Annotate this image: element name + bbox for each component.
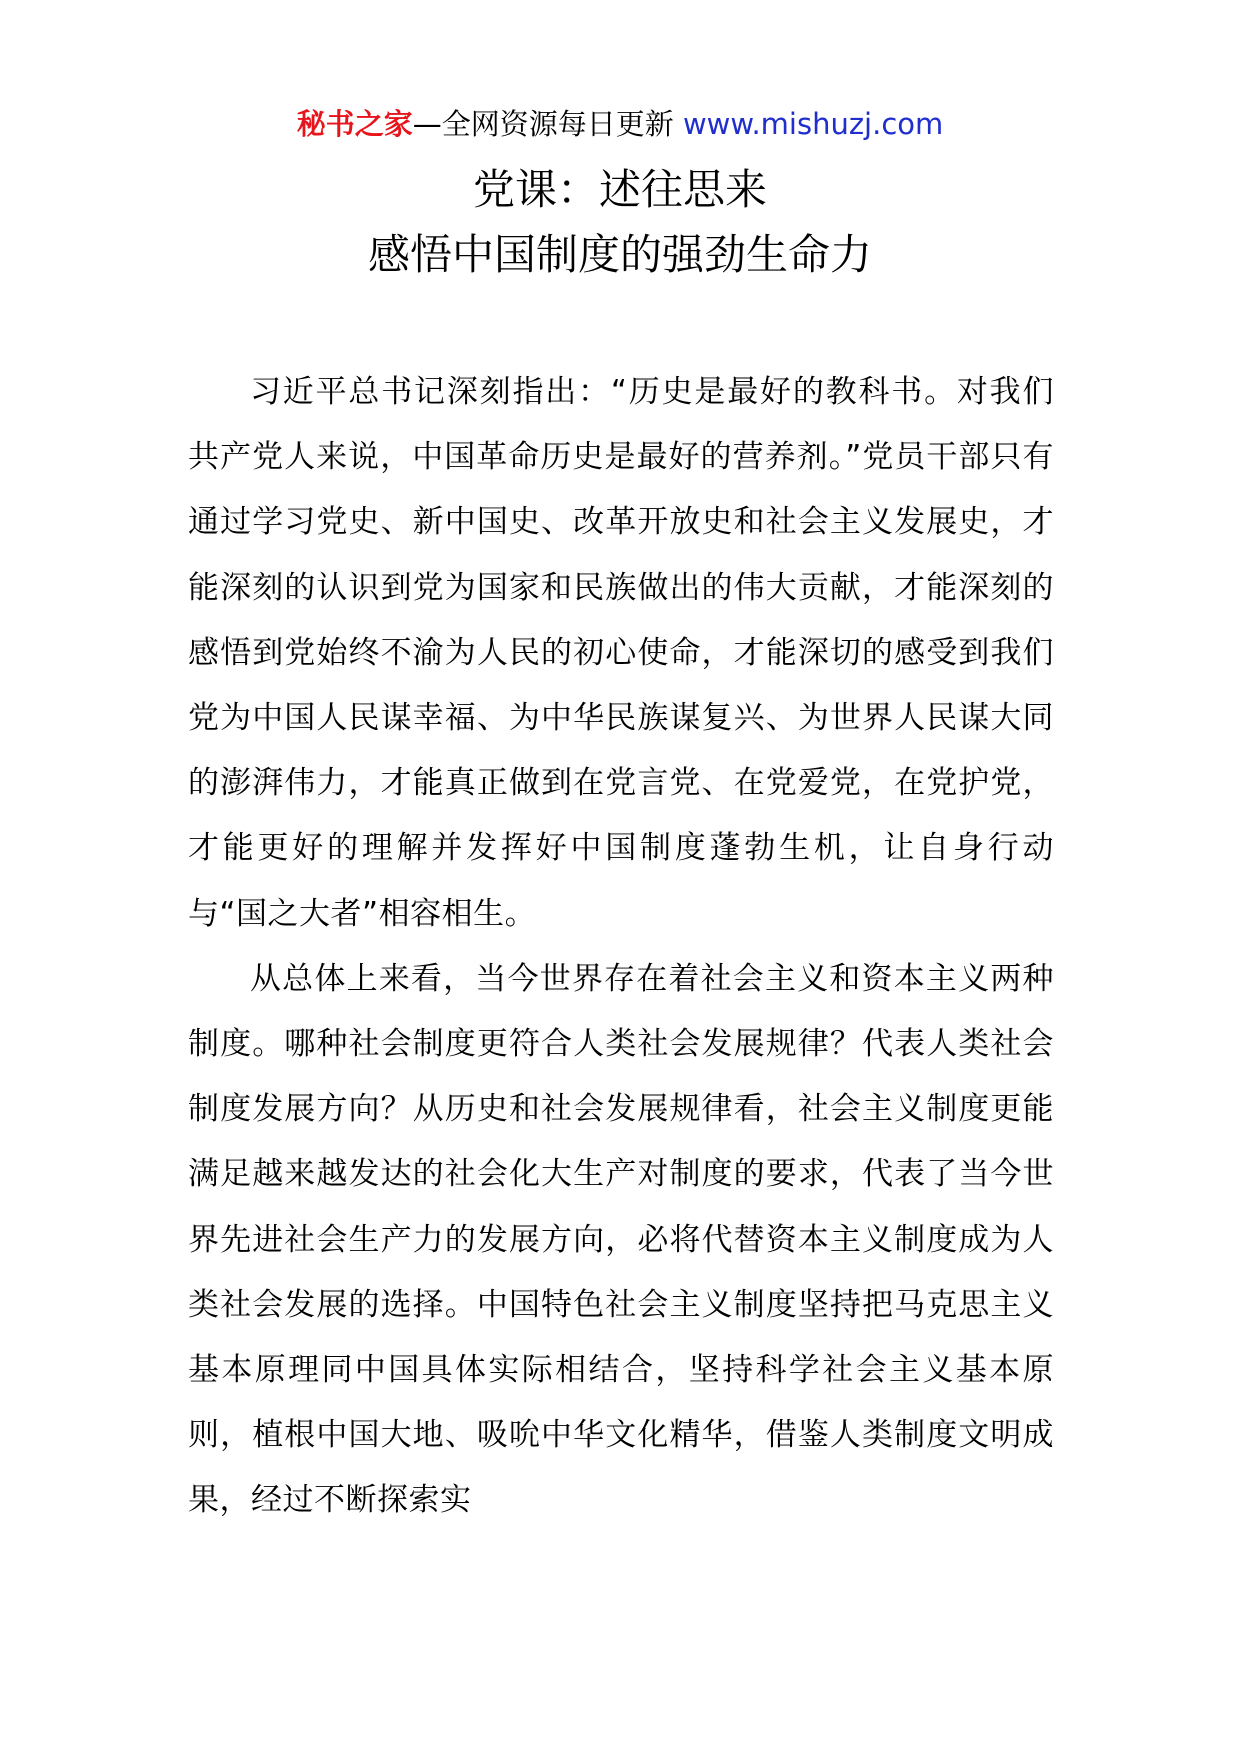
header-tagline: —全网资源每日更新: [412, 107, 674, 141]
site-header: [0, 104, 1240, 144]
brand-name: 秘书之家: [296, 107, 413, 141]
paragraph-2: 从总体上来看，当今世界存在着社会主义和资本主义两种制度。哪种社会制度更符合人类社会发展规律？代表人类社会制度发展方向？从历史和社会发展规律看，社会主义制度更能满足越来越发达的社会化大生产对制度的要求，代表了当今世界先进社会生产力的发展方向，必将代替资本主义制度成为人类社会发展的选择。中国特色社会主义制度坚持把马克思主义基本原理同中国具体实际相结合，坚持科学社会主义基本原则，植根中国大地、吸吮中华文化精华，借鉴人类制度文明成果，经过不断探索实: [188, 960, 1054, 1519]
paragraph-1: 习近平总书记深刻指出：“历史是最好的教科书。对我们共产党人来说，中国革命历史是最好的营养剂。”党员干部只有通过学习党史、新中国史、改革开放史和社会主义发展史，才能深刻的认识到党为国家和民族做出的伟大贡献，才能深刻的感悟到党始终不渝为人民的初心使命，才能深切的感受到我们党为中国人民谋幸福、为中华民族谋复兴、为世界人民谋大同的澎湃伟力，才能真正做到在党言党、在党爱党，在党护党，才能更好的理解并发挥好中国制度蓬勃生机，让自身行动与“国之大者”相容相生。: [188, 374, 1054, 932]
document-body: [188, 360, 1054, 1534]
document-title-line-1: 党课：述往思来: [472, 165, 767, 214]
site-url-link[interactable]: www.mishuzj.com: [682, 107, 944, 141]
document-title-line-2: 感悟中国制度的强劲生命力: [367, 230, 872, 279]
